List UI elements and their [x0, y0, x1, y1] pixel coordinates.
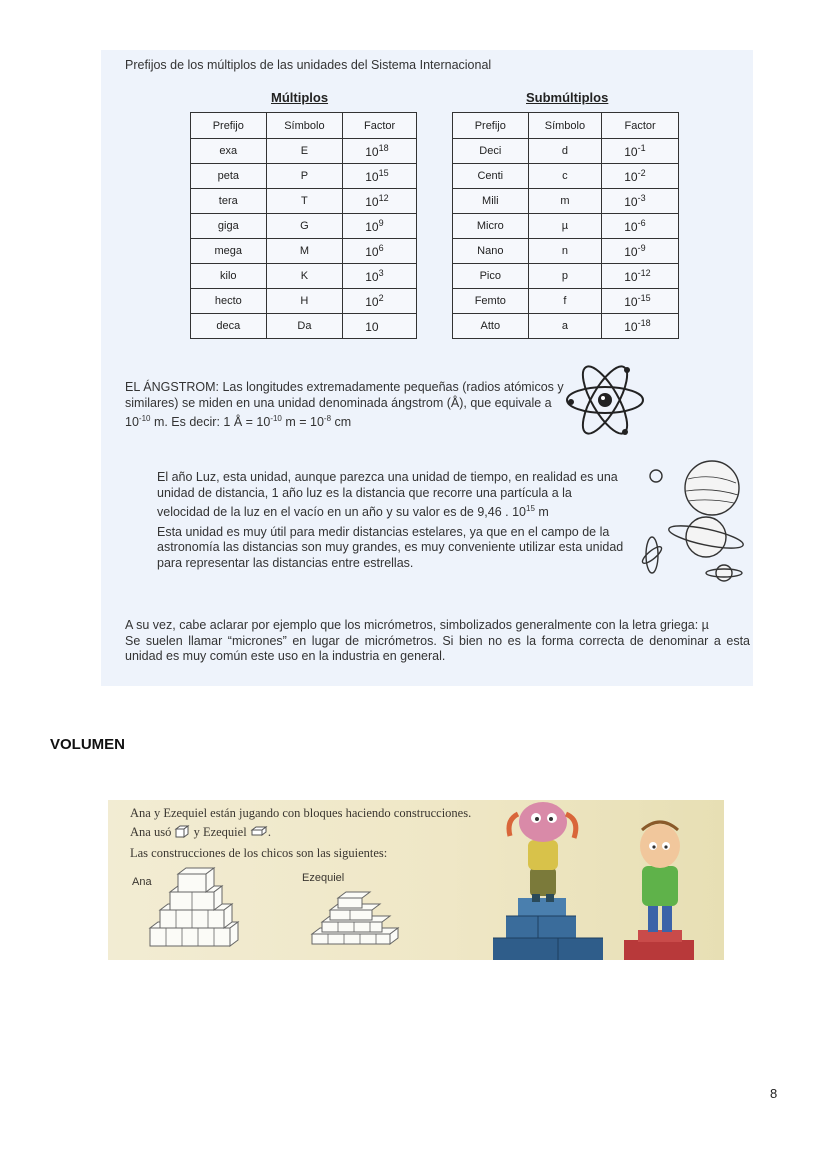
symbol-cell: G	[266, 214, 343, 239]
factor-cell: $10^6$	[343, 239, 417, 264]
column-header: Factor	[602, 113, 679, 139]
symbol-cell: H	[266, 289, 343, 314]
prefix-cell: Pico	[453, 264, 529, 289]
symbol-cell: n	[528, 239, 602, 264]
symbol-cell: E	[266, 139, 343, 164]
symbol-cell: T	[266, 189, 343, 214]
prefix-cell: mega	[191, 239, 267, 264]
factor-cell: $10^{18}$	[343, 139, 417, 164]
symbol-cell: µ	[528, 214, 602, 239]
symbol-cell: d	[528, 139, 602, 164]
book-line-1: Ana y Ezequiel están jugando con bloques haciendo construcciones.	[130, 806, 472, 820]
label-ana: Ana	[132, 876, 152, 888]
table-row	[453, 139, 679, 164]
planets-icon	[636, 455, 748, 585]
ana-construction	[150, 868, 238, 946]
prefix-cell: Centi	[453, 164, 529, 189]
ezequiel-construction	[312, 892, 398, 944]
label-ezequiel: Ezequiel	[302, 872, 345, 884]
column-header: Prefijo	[191, 113, 267, 139]
symbol-cell: Da	[266, 314, 343, 339]
prefix-cell: hecto	[191, 289, 267, 314]
submultiples-table	[452, 112, 679, 339]
column-header: Factor	[343, 113, 417, 139]
symbol-cell: f	[528, 289, 602, 314]
prefix-cell: kilo	[191, 264, 267, 289]
table-row	[191, 139, 417, 164]
submultiples-heading: Submúltiplos	[526, 90, 609, 105]
scanned-page	[101, 50, 753, 686]
table-row	[453, 239, 679, 264]
construction-drawings	[108, 800, 724, 960]
factor-cell: $10^{-18}$	[602, 314, 679, 339]
table-row	[453, 164, 679, 189]
prefix-cell: Femto	[453, 289, 529, 314]
factor-cell: $10^{12}$	[343, 189, 417, 214]
symbol-cell: c	[528, 164, 602, 189]
table-row	[191, 214, 417, 239]
table-row	[191, 264, 417, 289]
table-row	[191, 239, 417, 264]
symbol-cell: m	[528, 189, 602, 214]
table-row	[453, 314, 679, 339]
multiples-table	[190, 112, 417, 339]
scan-title: Prefijos de los múltiplos de las unidades del Sistema Internacional	[125, 58, 492, 72]
prefix-cell: peta	[191, 164, 267, 189]
micron-text	[125, 618, 750, 665]
prefix-cell: Atto	[453, 314, 529, 339]
symbol-cell: a	[528, 314, 602, 339]
factor-cell: $10^{-15}$	[602, 289, 679, 314]
light-year-text	[157, 470, 625, 575]
table-row	[191, 164, 417, 189]
light-year-paragraph-1: El año Luz, esta unidad, aunque parezca una unidad de tiempo, en realidad es una unidad de distancia, 1 año luz es la distancia que recorre una partícula a la velocidad de la luz en el vacío en un año y su valor es de 9,46 . $10^{15}$ m	[157, 470, 618, 520]
table-row	[191, 289, 417, 314]
factor-cell: $10^2$	[343, 289, 417, 314]
table-row	[191, 314, 417, 339]
light-year-paragraph-2: Esta unidad es muy útil para medir distancias estelares, ya que en el campo de la astronomía las distancias son muy grandes, es muy conveniente utilizar esta unidad para representar las distancias entre estrellas.	[157, 524, 624, 570]
book-line-2: Ana usó y Ezequiel .	[130, 825, 271, 839]
column-header: Símbolo	[266, 113, 343, 139]
girl-character	[509, 802, 576, 902]
prefix-cell: Nano	[453, 239, 529, 264]
factor-cell: $10^9$	[343, 214, 417, 239]
boy-character	[624, 822, 694, 960]
prefix-cell: exa	[191, 139, 267, 164]
factor-cell: $10^{-12}$	[602, 264, 679, 289]
factor-cell: $10^{-3}$	[602, 189, 679, 214]
factor-cell: 10	[343, 314, 417, 339]
symbol-cell: K	[266, 264, 343, 289]
factor-cell: $10^{-6}$	[602, 214, 679, 239]
angstrom-paragraph: EL ÁNGSTROM: Las longitudes extremadamente pequeñas (radios atómicos y similares) se miden en una unidad denominada ángstrom (Å), que equivale a $10^{-10}$ m. Es decir: 1 Å = $10^{-10}$ $m = 10^{-8}$ cm	[125, 380, 564, 430]
symbol-cell: p	[528, 264, 602, 289]
column-header: Prefijo	[453, 113, 529, 139]
prefix-cell: giga	[191, 214, 267, 239]
prefix-cell: tera	[191, 189, 267, 214]
symbol-cell: M	[266, 239, 343, 264]
atom-icon	[563, 358, 647, 442]
column-header: Símbolo	[528, 113, 602, 139]
prefix-cell: Deci	[453, 139, 529, 164]
prefix-cell: deca	[191, 314, 267, 339]
factor-cell: $10^{-2}$	[602, 164, 679, 189]
micron-paragraph-1: A su vez, cabe aclarar por ejemplo que los micrómetros, simbolizados generalmente con la letra griega: µ	[125, 618, 709, 632]
section-title: VOLUMEN	[50, 736, 125, 753]
factor-cell: $10^{-9}$	[602, 239, 679, 264]
table-row	[191, 189, 417, 214]
textbook-illustration	[108, 800, 724, 960]
table-row	[453, 289, 679, 314]
table-row	[453, 214, 679, 239]
symbol-cell: P	[266, 164, 343, 189]
factor-cell: $10^{15}$	[343, 164, 417, 189]
page-number: 8	[770, 1086, 778, 1101]
factor-cell: $10^3$	[343, 264, 417, 289]
micron-paragraph-2: Se suelen llamar “micrones” en lugar de micrómetros. Si bien no es la forma correcta de denominar a esta unidad es muy común este uso en la industria en general.	[125, 633, 750, 663]
prefix-cell: Micro	[453, 214, 529, 239]
multiples-heading: Múltiplos	[271, 90, 329, 105]
table-row	[453, 189, 679, 214]
book-line-3: Las construcciones de los chicos son las siguientes:	[130, 846, 388, 860]
blue-block-tower	[493, 898, 603, 960]
prefix-cell: Mili	[453, 189, 529, 214]
factor-cell: $10^{-1}$	[602, 139, 679, 164]
table-row	[453, 264, 679, 289]
